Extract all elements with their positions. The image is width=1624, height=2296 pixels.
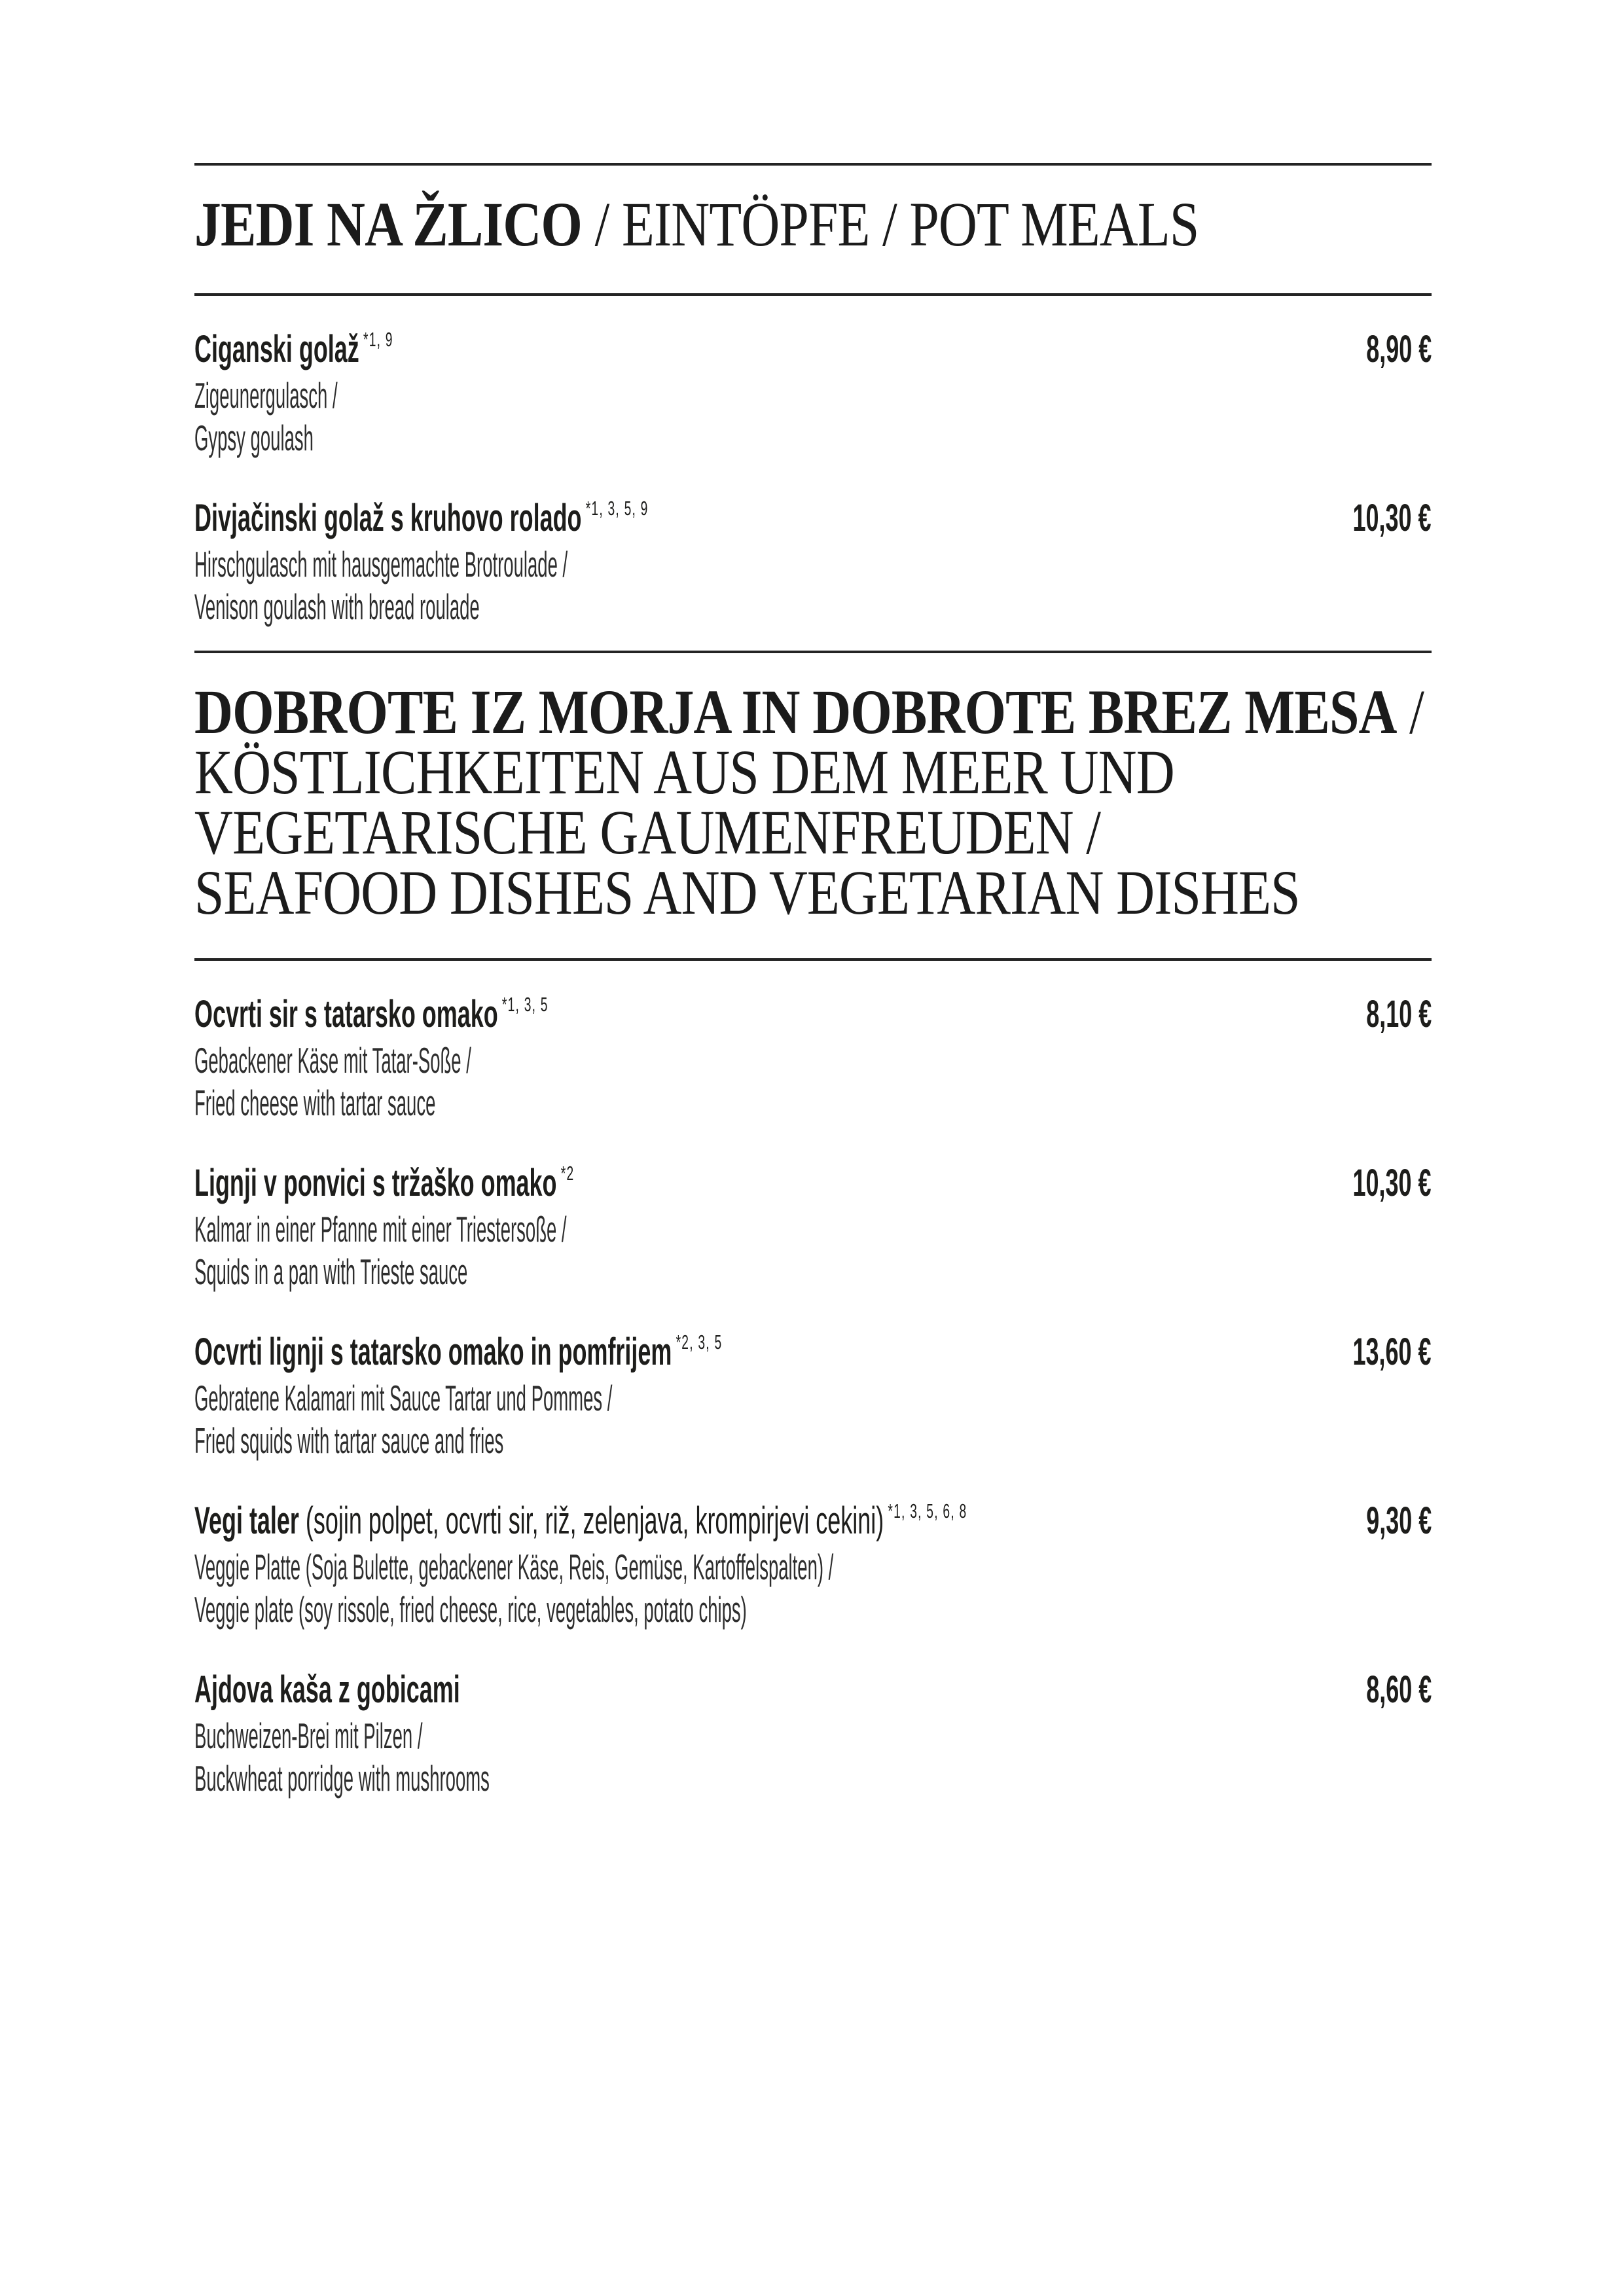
section-title-pot-meals bbox=[194, 189, 1432, 259]
item-price: 10,30 € bbox=[1353, 497, 1432, 539]
item-price: 13,60 € bbox=[1353, 1331, 1432, 1373]
item-desc-en: Buckwheat porridge with mushrooms bbox=[194, 1758, 490, 1799]
item-head bbox=[194, 329, 1432, 370]
allergen-annotation: *1, 3, 5 bbox=[501, 993, 549, 1016]
item-name: Ocvrti lignji s tatarsko omako in pomfrijem $^{*2, 3, 5}$ bbox=[194, 1331, 723, 1373]
item-desc-en: Fried squids with tartar sauce and fries bbox=[194, 1420, 504, 1461]
allergen-annotation: *2 bbox=[560, 1162, 575, 1185]
item-descriptions bbox=[194, 1208, 1432, 1293]
menu-item-ocvrti-lignji bbox=[194, 1331, 1432, 1462]
item-descriptions bbox=[194, 374, 1432, 459]
section-divider bbox=[194, 163, 1432, 166]
item-descriptions bbox=[194, 1377, 1432, 1462]
item-desc-de: Kalmar in einer Pfanne mit einer Triestersoße / bbox=[194, 1209, 567, 1249]
item-desc-en: Venison goulash with bread roulade bbox=[194, 586, 480, 627]
item-name: Ajdova kaša z gobicami bbox=[194, 1668, 460, 1711]
item-descriptions bbox=[194, 1546, 1432, 1631]
item-descriptions bbox=[194, 543, 1432, 628]
menu-item-ocvrti-sir bbox=[194, 994, 1432, 1124]
menu-item-ciganski-golaz bbox=[194, 329, 1432, 459]
item-price: 8,60 € bbox=[1366, 1668, 1432, 1711]
item-price: 8,10 € bbox=[1366, 993, 1432, 1035]
item-head bbox=[194, 994, 1432, 1035]
allergen-annotation: *1, 3, 5, 6, 8 bbox=[888, 1499, 967, 1522]
item-name: Divjačinski golaž s kruhovo rolado $^{*1, 3, 5, 9}$ bbox=[194, 497, 649, 539]
section-divider bbox=[194, 651, 1432, 653]
section-title-line: VEGETARISCHE GAUMENFREUDEN / bbox=[194, 797, 1101, 867]
item-head bbox=[194, 1500, 1432, 1542]
item-descriptions bbox=[194, 1715, 1432, 1800]
menu-item-divjacinski-golaz bbox=[194, 497, 1432, 628]
section-title-rest: / EINTÖPFE / POT MEALS bbox=[582, 189, 1199, 259]
section-divider bbox=[194, 958, 1432, 961]
item-desc-de: Gebackener Käse mit Tatar-Soße / bbox=[194, 1040, 471, 1081]
item-head bbox=[194, 1162, 1432, 1204]
item-descriptions bbox=[194, 1039, 1432, 1124]
item-desc-en: Squids in a pan with Trieste sauce bbox=[194, 1251, 468, 1292]
item-name: Lignji v ponvici s tržaško omako $^{*2}$ bbox=[194, 1162, 575, 1204]
section-title-line bbox=[194, 189, 1432, 259]
item-desc-de: Veggie Platte (Soja Bulette, gebackener Käse, Reis, Gemüse, Kartoffelspalten) / bbox=[194, 1547, 834, 1587]
item-price: 8,90 € bbox=[1366, 328, 1432, 370]
section-divider bbox=[194, 293, 1432, 296]
item-name: Vegi taler (sojin polpet, ocvrti sir, riž, zelenjava, krompirjevi cekini) $^{*1, 3, 5, 6, 8}$ bbox=[194, 1499, 967, 1542]
section-title-line bbox=[194, 677, 1432, 747]
item-desc-en: Veggie plate (soy rissole, fried cheese, rice, vegetables, potato chips) bbox=[194, 1589, 747, 1630]
section-title-bold: JEDI NA ŽLICO bbox=[194, 189, 583, 259]
item-desc-de: Buchweizen-Brei mit Pilzen / bbox=[194, 1715, 423, 1756]
item-desc-en: Fried cheese with tartar sauce bbox=[194, 1083, 436, 1123]
item-desc-de: Gebratene Kalamari mit Sauce Tartar und Pommes / bbox=[194, 1378, 613, 1418]
item-desc-en: Gypsy goulash bbox=[194, 418, 314, 458]
section-title-line: SEAFOOD DISHES AND VEGETARIAN DISHES bbox=[194, 857, 1300, 927]
item-price: 9,30 € bbox=[1366, 1499, 1432, 1542]
item-desc-de: Hirschgulasch mit hausgemachte Brotroulade / bbox=[194, 544, 568, 584]
menu-item-lignji-v-ponvici bbox=[194, 1162, 1432, 1293]
item-price: 10,30 € bbox=[1353, 1162, 1432, 1204]
item-head bbox=[194, 497, 1432, 539]
menu-item-vegi-taler bbox=[194, 1500, 1432, 1631]
allergen-annotation: *1, 3, 5, 9 bbox=[585, 497, 649, 520]
item-desc-de: Zigeunergulasch / bbox=[194, 375, 338, 416]
allergen-annotation: *2, 3, 5 bbox=[676, 1331, 723, 1354]
allergen-annotation: *1, 9 bbox=[363, 328, 393, 351]
item-head bbox=[194, 1331, 1432, 1373]
menu-content bbox=[194, 0, 1432, 1800]
item-head bbox=[194, 1669, 1432, 1711]
section-title-bold: DOBROTE IZ MORJA IN DOBROTE BREZ MESA bbox=[194, 677, 1397, 747]
section-title-line: KÖSTLICHKEITEN AUS DEM MEER UND bbox=[194, 737, 1174, 807]
item-name: Ciganski golaž $^{*1, 9}$ bbox=[194, 328, 393, 370]
menu-item-ajdova-kasa bbox=[194, 1669, 1432, 1800]
section-title-rest: / bbox=[1396, 677, 1424, 747]
item-name: Ocvrti sir s tatarsko omako $^{*1, 3, 5}$ bbox=[194, 993, 549, 1035]
section-title-seafood-vegetarian bbox=[194, 677, 1432, 927]
